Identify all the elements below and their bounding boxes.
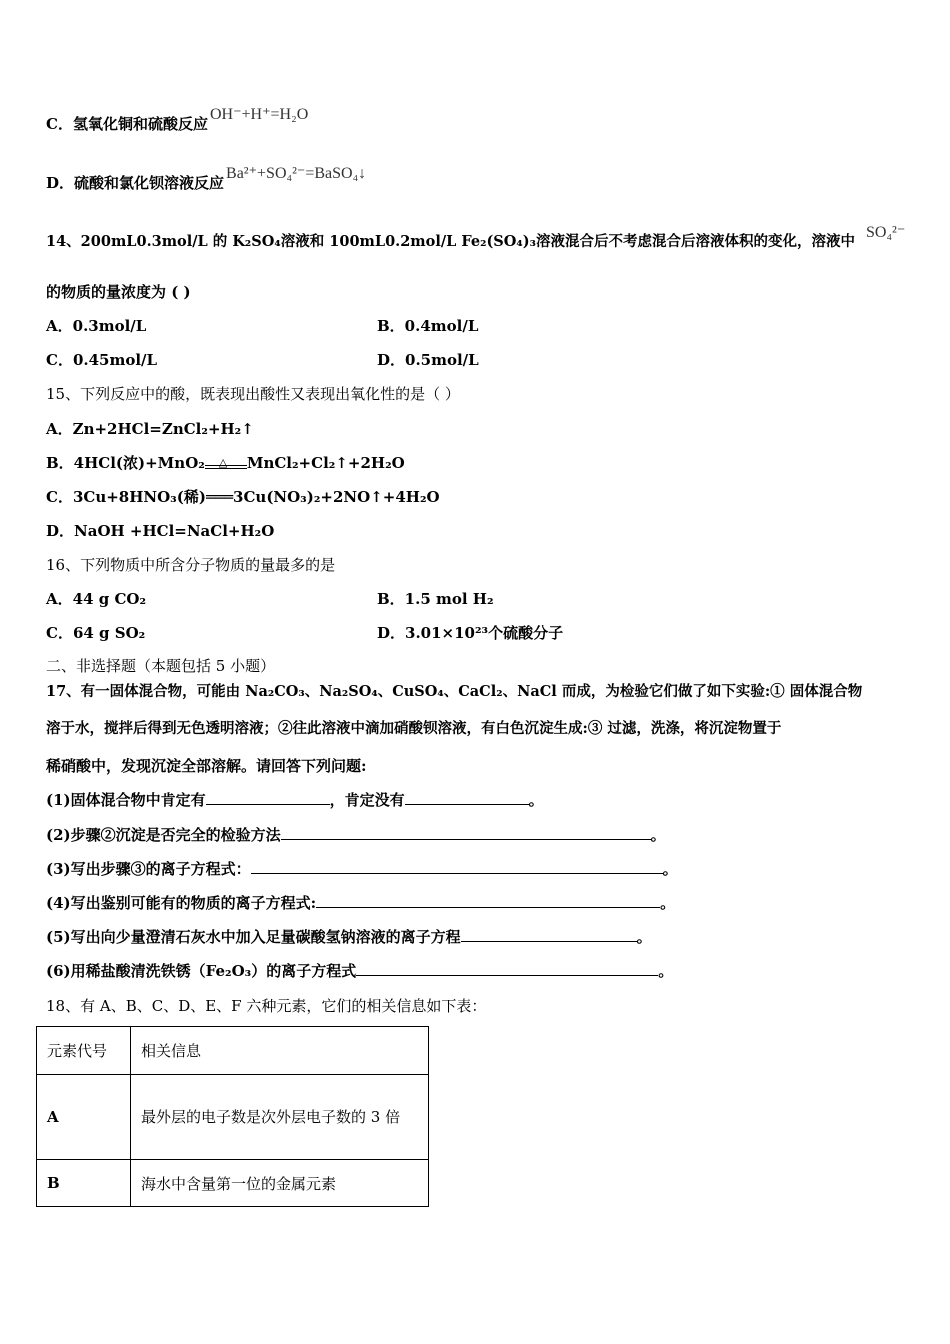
answer-blank[interactable] (405, 790, 529, 805)
q17-part5: (5)写出向少量澄清石灰水中加入足量碳酸氢钠溶液的离子方程 。 (46, 928, 652, 946)
q18-stem: 18、有 A、B、C、D、E、F 六种元素，它们的相关信息如下表： (46, 997, 487, 1015)
table-cell-info: 海水中含量第一位的金属元素 (131, 1160, 429, 1207)
q14-option-b: B．0.4mol/L (377, 317, 479, 335)
formula-c: OH⁻+H⁺=H₂O (209, 106, 309, 123)
q13-option-c: C．氢氧化铜和硫酸反应OH⁻+H⁺=H₂O (46, 106, 309, 133)
table-row (37, 1160, 429, 1207)
table-row (37, 1075, 429, 1160)
q15-option-d: D．NaOH +HCl=NaCl+H₂O (46, 522, 275, 540)
q17-part4: (4)写出鉴别可能有的物质的离子方程式: 。 (46, 894, 676, 912)
table-cell-info: 最外层的电子数是次外层电子数的 3 倍 (131, 1075, 429, 1160)
q15-option-a: A．Zn+2HCl=ZnCl₂+H₂↑ (46, 420, 254, 438)
q17-line1: 17、有一固体混合物，可能由 Na₂CO₃、Na₂SO₄、CuSO₄、CaCl₂、NaCl 而成，为检验它们做了如下实验:① 固体混合物 (46, 683, 863, 700)
q16-option-a: A．44 g CO₂ (46, 590, 147, 608)
q15-option-c: C．3Cu+8HNO₃(稀)═══3Cu(NO₃)₂+2NO↑+4H₂O (46, 488, 440, 506)
table-header-code: 元素代号 (37, 1027, 131, 1075)
q17-part6: (6)用稀盐酸清洗铁锈（Fe₂O₃）的离子方程式 。 (46, 962, 674, 980)
q15-stem: 15、下列反应中的酸，既表现出酸性又表现出氧化性的是（ ） (46, 385, 460, 403)
q14-option-c: C．0.45mol/L (46, 351, 158, 369)
formula-d: Ba²⁺+SO₄²⁻=BaSO₄↓ (226, 165, 367, 182)
q16-stem: 16、下列物质中所含分子物质的量最多的是 (46, 556, 336, 574)
answer-blank[interactable] (461, 927, 637, 942)
q14-stem-line2: 的物质的量浓度为 ( ) (46, 283, 191, 301)
answer-blank[interactable] (356, 961, 658, 976)
heating-condition-icon: △ (205, 456, 247, 472)
q16-option-d: D．3.01×10²³个硫酸分子 (377, 624, 564, 642)
q14-option-a: A．0.3mol/L (46, 317, 147, 335)
element-info-table (36, 1026, 429, 1207)
q14-stem-line1: 14、200mL0.3mol/L 的 K₂SO₄溶液和 100mL0.2mol/L Fe₂(SO₄)₃溶液混合后不考虑混合后溶液体积的变化，溶液中 (46, 233, 855, 250)
answer-blank[interactable] (206, 790, 330, 805)
q17-part1: (1)固体混合物中肯定有 ，肯定没有 。 (46, 791, 544, 809)
table-header-info: 相关信息 (131, 1027, 429, 1075)
table-cell-code: A (37, 1075, 131, 1160)
table-cell-code: B (37, 1160, 131, 1207)
q17-part3: (3)写出步骤③的离子方程式： 。 (46, 860, 678, 878)
q17-line3: 稀硝酸中，发现沉淀全部溶解。请回答下列问题: (46, 757, 367, 775)
table-header-row (37, 1027, 429, 1075)
answer-blank[interactable] (281, 825, 651, 840)
q15-option-b: B．4HCl(浓)+MnO₂ △ MnCl₂+Cl₂↑+2H₂O (46, 454, 405, 472)
answer-blank[interactable] (251, 859, 663, 874)
q17-part2: (2)步骤②沉淀是否完全的检验方法 。 (46, 826, 666, 844)
q13-option-d: D．硫酸和氯化钡溶液反应Ba²⁺+SO₄²⁻=BaSO₄↓ (46, 165, 367, 192)
answer-blank[interactable] (316, 893, 660, 908)
q17-line2: 溶于水，搅拌后得到无色透明溶液；②往此溶液中滴加硝酸钡溶液，有白色沉淀生成:③ 过滤，洗涤，将沉淀物置于 (46, 720, 782, 737)
q16-option-b: B．1.5 mol H₂ (377, 590, 494, 608)
section-title: 二、非选择题（本题包括 5 小题） (46, 657, 276, 675)
q14-option-d: D．0.5mol/L (377, 351, 479, 369)
sulfate-ion: SO₄²⁻ (866, 224, 906, 241)
q16-option-c: C．64 g SO₂ (46, 624, 146, 642)
